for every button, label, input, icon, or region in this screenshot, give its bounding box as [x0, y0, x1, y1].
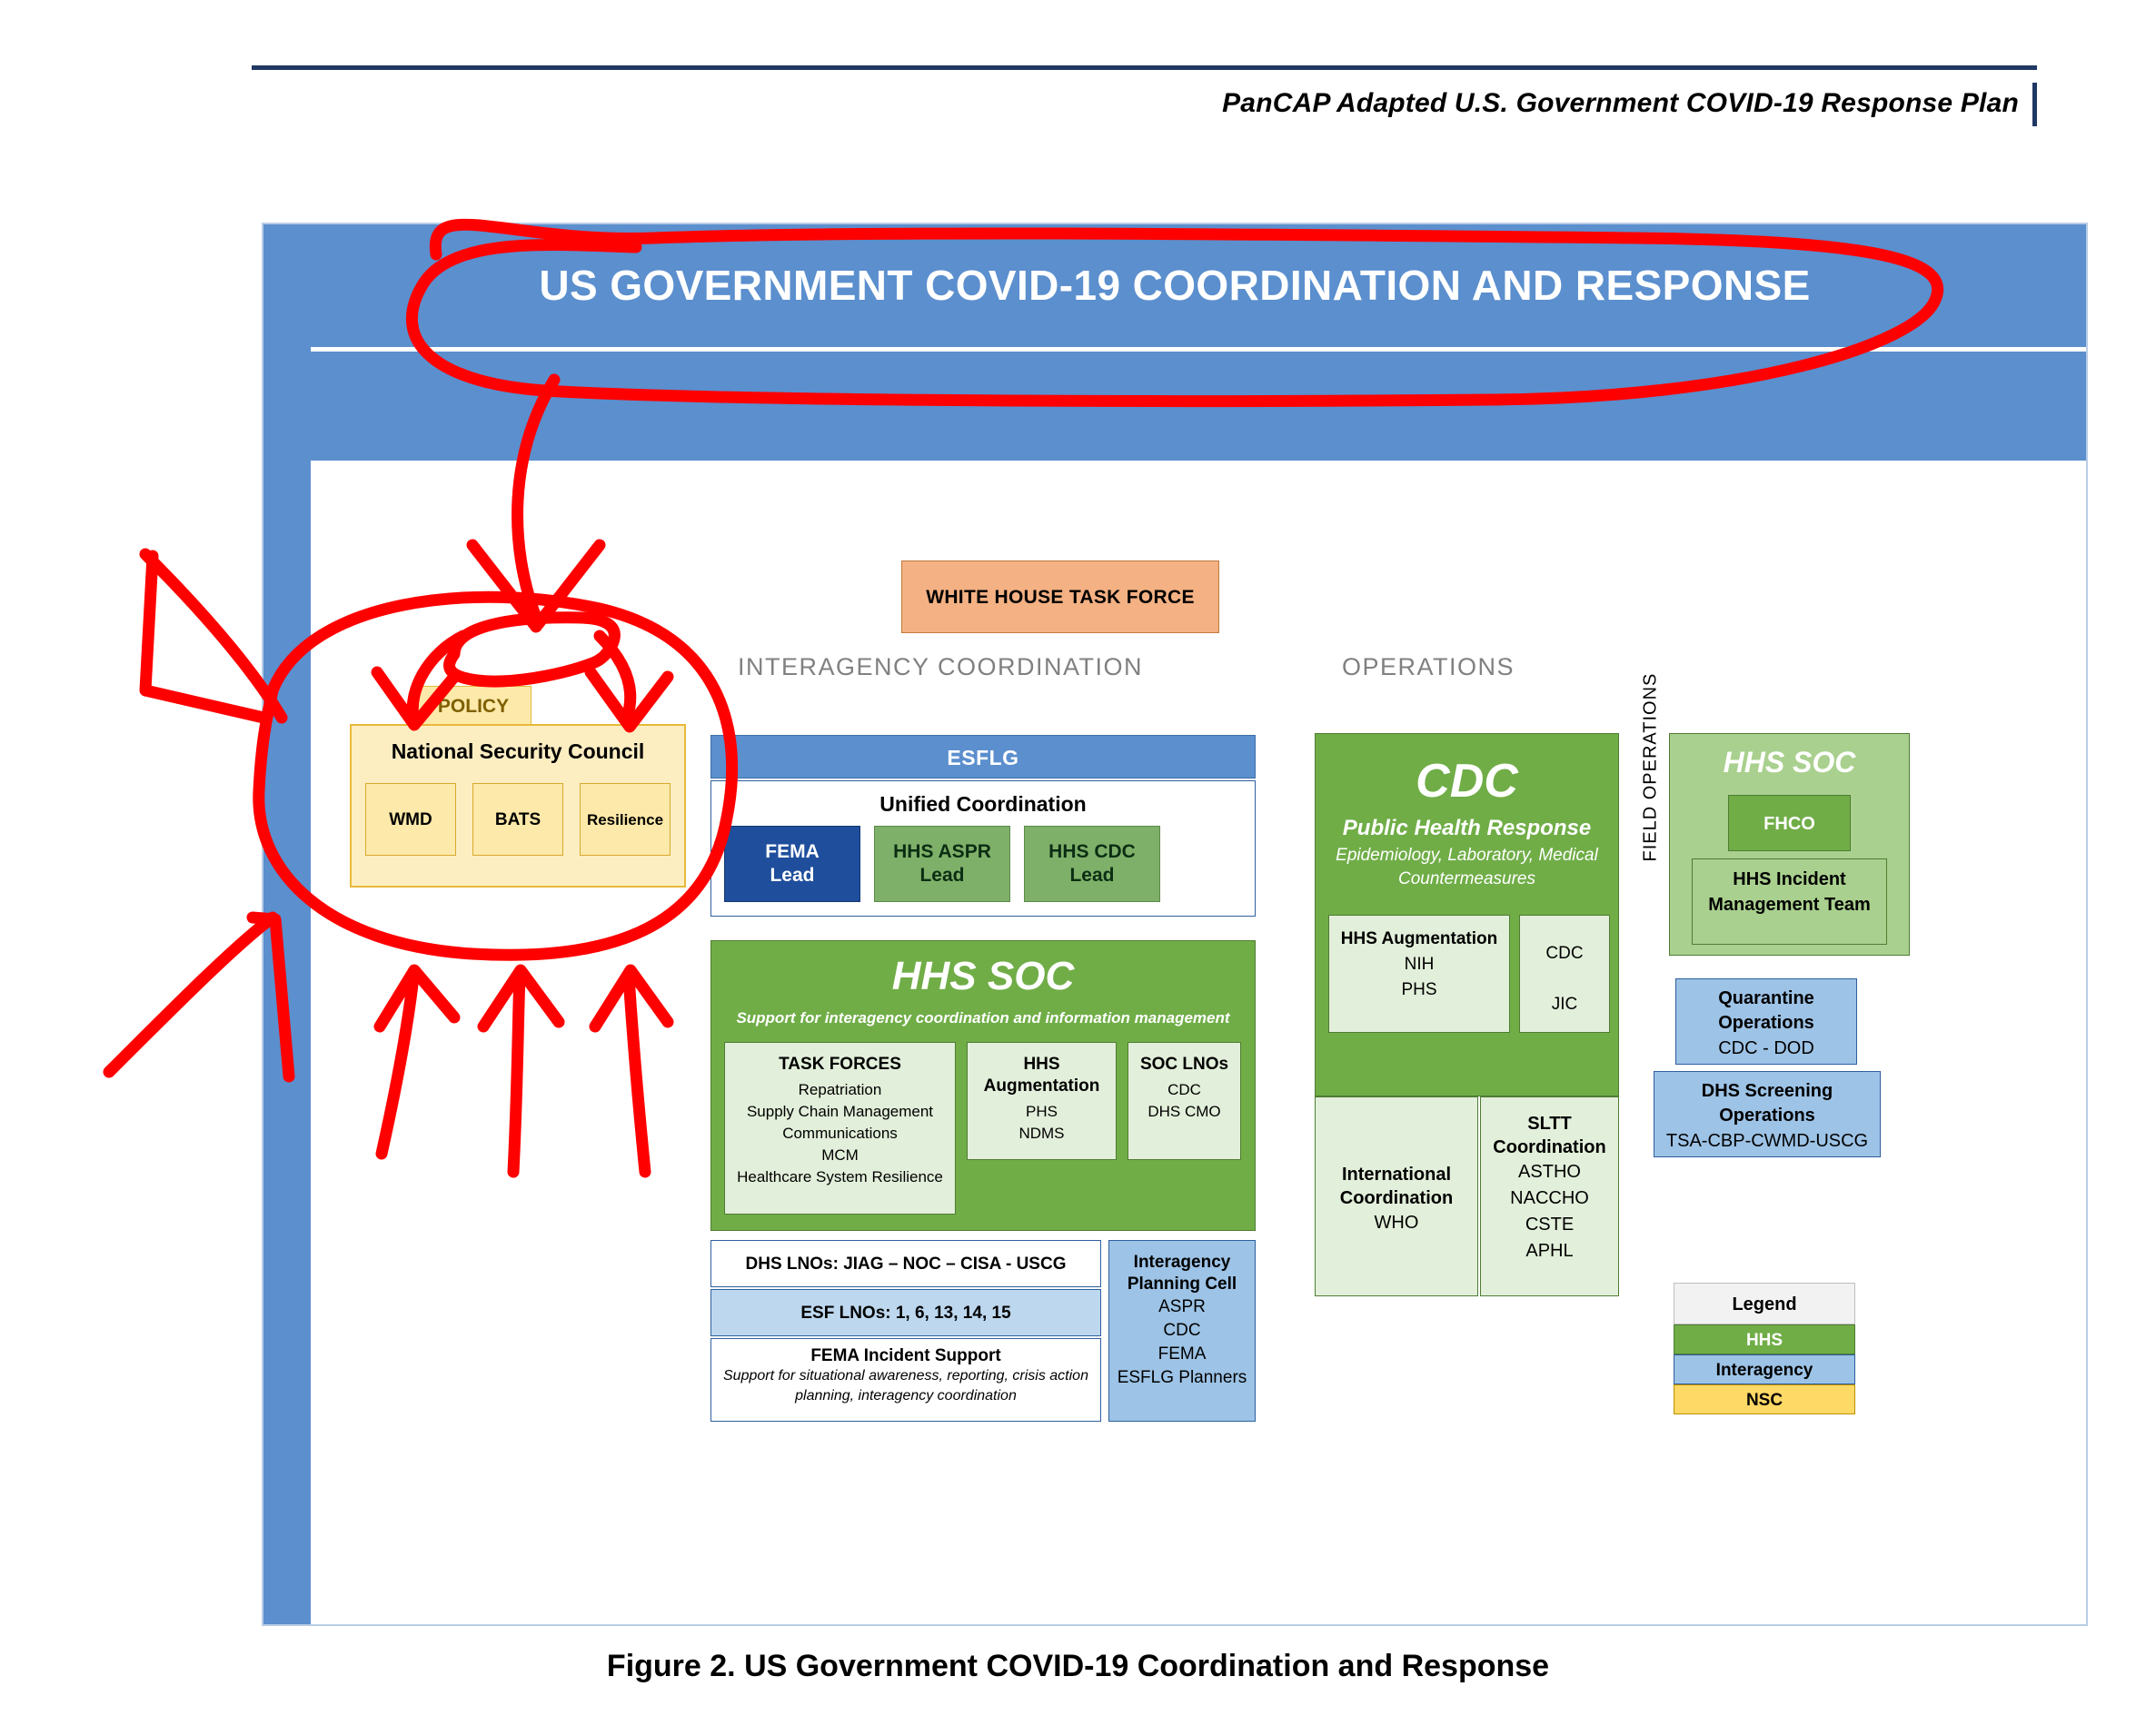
task-forces-heading: TASK FORCES — [779, 1055, 901, 1074]
dhs-screening-operations-box — [1654, 1071, 1881, 1157]
fema-lead-name: FEMA — [765, 841, 820, 862]
hhs-soc-interagency-subtitle: Support for interagency coordination and information management — [736, 1009, 1230, 1027]
sltt-item-naccho: NACCHO — [1510, 1188, 1589, 1208]
hhs-augmentation-operations-heading: HHS Augmentation — [1340, 929, 1498, 948]
diagram-subbanner — [311, 352, 2086, 461]
task-forces-item-repatriation: Repatriation — [798, 1081, 882, 1098]
legend-title: Legend — [1674, 1283, 1855, 1324]
hhs-augmentation-operations-box — [1328, 915, 1510, 1033]
ipc-item-esflg-planners: ESFLG Planners — [1117, 1368, 1247, 1387]
cdc-subtitle: Public Health Response — [1342, 816, 1592, 840]
hhs-cdc-lead-box — [1024, 826, 1160, 902]
sltt-item-cste: CSTE — [1525, 1215, 1575, 1235]
annotation-arrow-left-lower — [109, 918, 273, 1072]
task-forces-item-communications: Communications — [782, 1125, 898, 1142]
soc-lnos-heading: SOC LNOs — [1139, 1055, 1229, 1074]
cdc-jic-item: JIC — [1551, 995, 1578, 1014]
international-coordination-heading: International Coordination — [1339, 1165, 1454, 1208]
hhs-soc-interagency-title: HHS SOC — [891, 954, 1075, 998]
ipc-item-aspr: ASPR — [1158, 1297, 1206, 1316]
column-label-interagency: INTERAGENCY COORDINATION — [738, 653, 1144, 680]
esf-lnos-row: ESF LNOs: 1, 6, 13, 14, 15 — [710, 1289, 1101, 1336]
dhs-screening-operations-heading: DHS Screening Operations — [1701, 1081, 1833, 1126]
nsc-subgroup-bats: BATS — [472, 783, 563, 856]
sltt-coordination-heading: SLTT Coordination — [1493, 1114, 1606, 1157]
header-accent-bar — [2032, 83, 2037, 126]
page-header — [252, 65, 2037, 118]
sltt-coordination-box — [1480, 1096, 1619, 1296]
dhs-screening-operations-detail: TSA-CBP-CWMD-USCG — [1665, 1131, 1869, 1151]
ipc-item-cdc: CDC — [1163, 1321, 1201, 1340]
hhs-augmentation-interagency-item-ndms: NDMS — [1018, 1125, 1065, 1142]
hhs-augmentation-interagency-item-phs: PHS — [1026, 1103, 1058, 1120]
hhs-soc-field-title: HHS SOC — [1723, 746, 1856, 779]
legend-item-nsc: NSC — [1674, 1384, 1855, 1414]
figure-left-rail — [263, 224, 311, 1624]
sltt-item-astho: ASTHO — [1518, 1162, 1581, 1182]
international-coordination-item-who: WHO — [1374, 1213, 1419, 1233]
policy-tab: POLICY — [415, 686, 532, 726]
hhs-augmentation-operations-item-phs: PHS — [1401, 980, 1437, 999]
hhs-cdc-lead-name: HHS CDC — [1048, 841, 1136, 862]
figure-container — [262, 223, 2088, 1626]
cdc-jic-box — [1519, 915, 1610, 1033]
task-forces-item-mcm: MCM — [821, 1146, 859, 1164]
diagram-banner-title: US GOVERNMENT COVID-19 COORDINATION AND RESPONSE — [539, 262, 1811, 309]
hhs-augmentation-operations-item-nih: NIH — [1404, 955, 1435, 974]
annotation-arrowhead-left-upper — [145, 556, 263, 718]
fema-incident-support-heading: FEMA Incident Support — [810, 1346, 1001, 1365]
dhs-lnos-row: DHS LNOs: JIAG – NOC – CISA - USCG — [710, 1240, 1101, 1287]
legend-item-interagency: Interagency — [1674, 1354, 1855, 1384]
soc-lnos-box — [1128, 1042, 1241, 1160]
field-operations-rail-text: FIELD OPERATIONS — [1640, 672, 1661, 862]
unified-coordination-title: Unified Coordination — [879, 792, 1087, 816]
fhco-box: FHCO — [1728, 795, 1851, 851]
interagency-planning-cell-box — [1108, 1240, 1256, 1422]
nsc-subgroup-resilience: Resilience — [580, 783, 671, 856]
task-forces-item-supply-chain: Supply Chain Management — [746, 1103, 934, 1120]
fema-incident-support-subtext: Support for situational awareness, reporting, crisis action planning, interagency coordination — [723, 1368, 1088, 1404]
soc-lnos-item-cdc: CDC — [1167, 1081, 1201, 1098]
interagency-planning-cell-heading: Interagency Planning Cell — [1127, 1253, 1237, 1294]
hhs-augmentation-interagency-heading: HHS Augmentation — [983, 1055, 1100, 1096]
task-forces-item-healthcare-resilience: Healthcare System Resilience — [737, 1168, 943, 1185]
esflg-box: ESFLG — [710, 735, 1256, 779]
hhs-aspr-lead-name: HHS ASPR — [893, 841, 991, 862]
quarantine-operations-detail: CDC - DOD — [1718, 1038, 1814, 1058]
quarantine-operations-heading: Quarantine Operations — [1718, 988, 1814, 1033]
field-operations-rail-label — [1633, 672, 1669, 951]
soc-lnos-item-dhs-cmo: DHS CMO — [1148, 1103, 1221, 1120]
international-coordination-box — [1315, 1096, 1478, 1296]
white-house-task-force-box: WHITE HOUSE TASK FORCE — [901, 560, 1219, 633]
cdc-description: Epidemiology, Laboratory, Medical Countermeasures — [1336, 846, 1598, 888]
legend-item-hhs: HHS — [1674, 1324, 1855, 1354]
diagram-banner — [263, 224, 2086, 347]
fema-lead-box — [724, 826, 860, 902]
cdc-title: CDC — [1416, 755, 1518, 808]
sltt-item-aphl: APHL — [1525, 1241, 1574, 1261]
hhs-cdc-lead-role: Lead — [1069, 865, 1115, 886]
ipc-item-fema: FEMA — [1157, 1344, 1207, 1364]
hhs-aspr-lead-box — [874, 826, 1010, 902]
quarantine-operations-box — [1675, 978, 1857, 1065]
document-header-title: PanCAP Adapted U.S. Government COVID-19 Response Plan — [1222, 88, 2019, 118]
diagram-canvas — [311, 461, 2086, 1624]
task-forces-box — [724, 1042, 956, 1215]
nsc-subgroup-wmd: WMD — [365, 783, 456, 856]
column-label-operations: OPERATIONS — [1342, 653, 1515, 680]
hhs-augmentation-interagency-box — [967, 1042, 1117, 1160]
fema-incident-support-box — [710, 1338, 1101, 1422]
cdc-jic-heading: CDC — [1545, 944, 1584, 963]
national-security-council-title: National Security Council — [391, 739, 645, 763]
hhs-aspr-lead-role: Lead — [919, 865, 965, 886]
fema-lead-role: Lead — [770, 865, 815, 886]
figure-caption: Figure 2. US Government COVID-19 Coordination and Response — [606, 1649, 1550, 1683]
hhs-incident-management-team-box: HHS Incident Management Team — [1692, 858, 1887, 945]
